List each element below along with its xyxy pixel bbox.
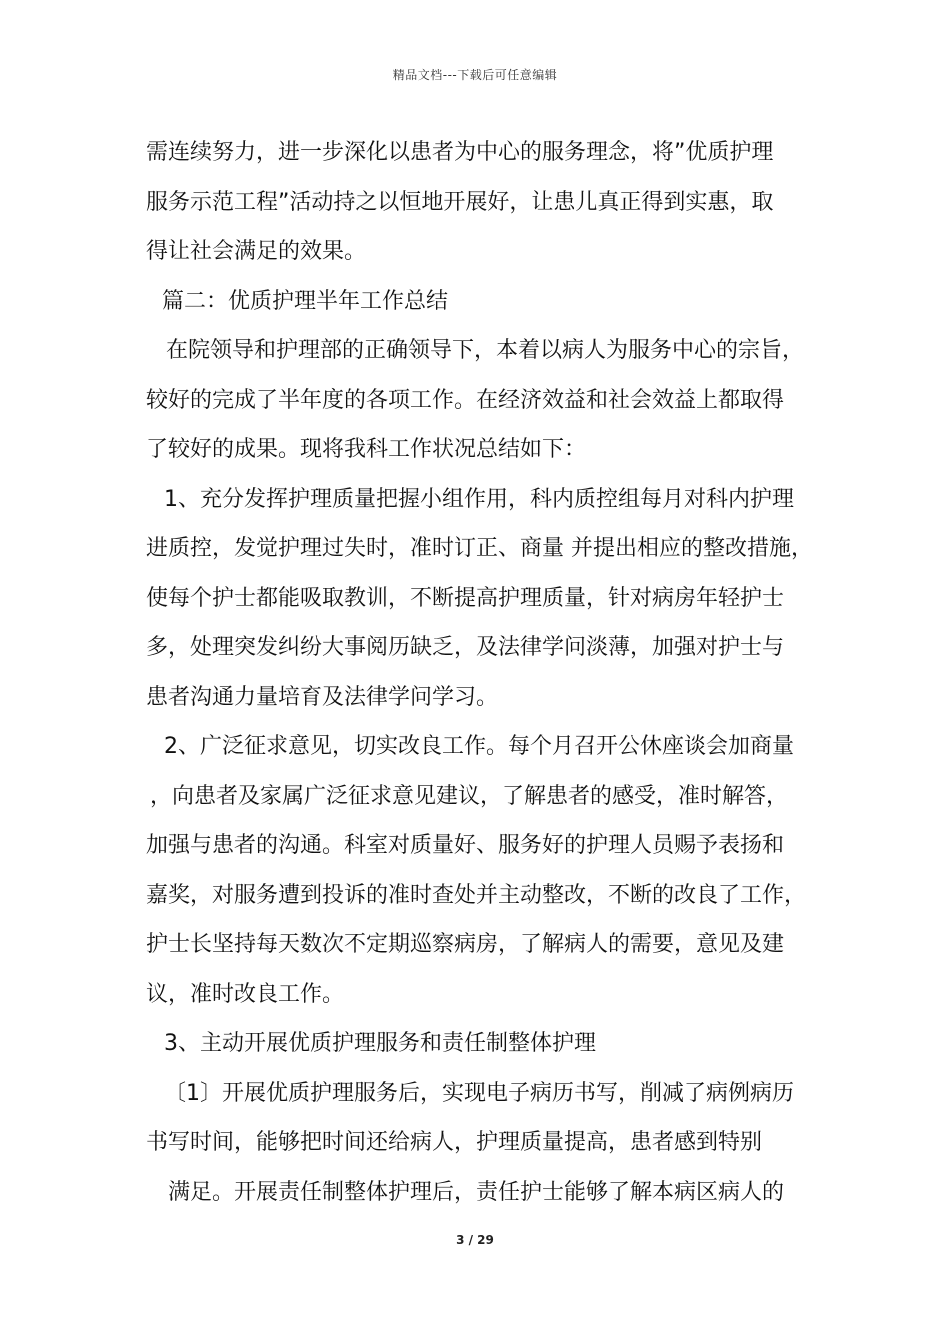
text-line: 嘉奖，对服务遭到投诉的准时查处并主动整改，不断的改良了工作，: [146, 882, 807, 908]
text-line: 得让社会满足的效果。: [146, 239, 367, 264]
text-line: 满足。开展责任制整体护理后，责任护士能够了解本病区病人的: [168, 1179, 785, 1205]
text-line: 〔1〕开展优质护理服务后，实现电子病历书写，削减了病例病历: [164, 1080, 794, 1106]
text-line: 患者沟通力量培育及法律学问学习。: [146, 684, 499, 710]
text-line: 加强与患者的沟通。科室对质量好、服务好的护理人员赐予表扬和: [146, 833, 785, 858]
text-line: 进质控，发觉护理过失时，准时订正、商量 并提出相应的整改措施，: [146, 536, 813, 561]
text-line: 3、主动开展优质护理服务和责任制整体护理: [164, 1031, 596, 1056]
text-line: 篇二：优质护理半年工作总结: [162, 288, 449, 314]
text-line: 书写时间，能够把时间还给病人，护理质量提高，患者感到特别: [146, 1130, 763, 1155]
document-body: [146, 128, 836, 1217]
page-number: 3 / 29: [456, 1233, 494, 1247]
text-line: 服务示范工程”活动持之以恒地开展好，让患儿真正得到实惠，取: [146, 189, 774, 215]
text-line: 2、广泛征求意见，切实改良工作。每个月召开公休座谈会加商量: [164, 734, 794, 759]
page-header: 精品文档---下载后可任意编辑: [392, 68, 558, 82]
text-line: 需连续努力，进一步深化以患者为中心的服务理念，将”优质护理: [146, 140, 774, 165]
text-line: 了较好的成果。现将我科工作状况总结如下：: [146, 437, 587, 462]
text-line: 议，准时改良工作。: [146, 981, 345, 1007]
text-line: 在院领导和护理部的正确领导下，本着以病人为服务中心的宗旨，: [166, 338, 805, 363]
text-line: 1、充分发挥护理质量把握小组作用，科内质控组每月对科内护理: [164, 486, 794, 512]
text-line: 多，处理突发纠纷大事阅历缺乏，及法律学问淡薄，加强对护士与: [146, 635, 785, 660]
text-line: ，向患者及家属广泛征求意见建议，了解患者的感受，准时解答，: [150, 783, 789, 809]
text-line: 护士长坚持每天数次不定期巡察病房，了解病人的需要，意见及建: [146, 932, 785, 957]
text-line: 使每个护士都能吸取教训，不断提高护理质量，针对病房年轻护士: [146, 585, 785, 611]
text-line: 较好的完成了半年度的各项工作。在经济效益和社会效益上都取得: [146, 387, 785, 413]
